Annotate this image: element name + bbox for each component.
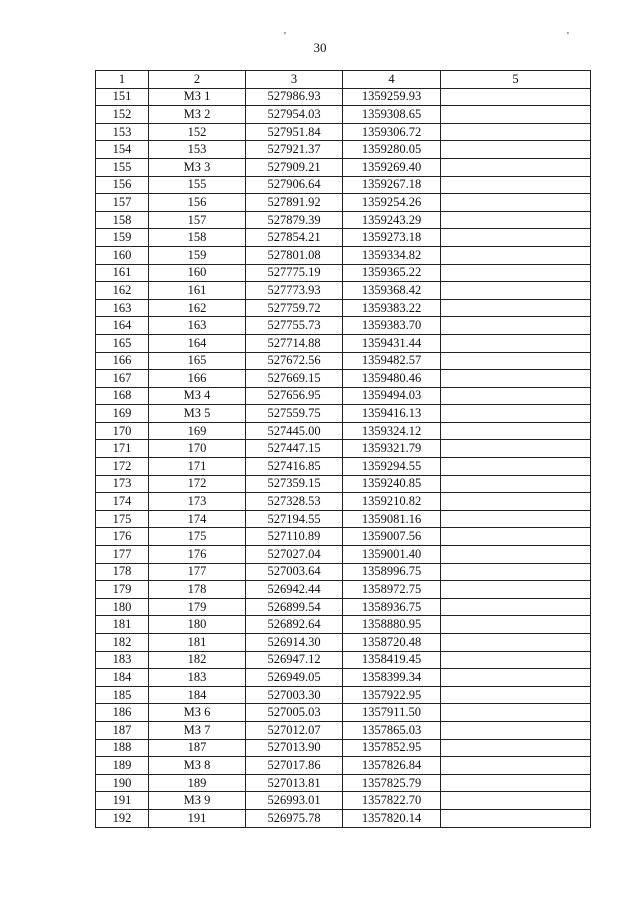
table-cell: 174 <box>96 493 149 511</box>
table-cell <box>441 528 591 546</box>
table-cell: 527909.21 <box>246 158 343 176</box>
table-cell: 187 <box>149 739 246 757</box>
table-cell: 1359321.79 <box>343 440 441 458</box>
table-cell: 1359210.82 <box>343 493 441 511</box>
table-cell <box>441 792 591 810</box>
table-cell: 171 <box>96 440 149 458</box>
table-cell <box>441 493 591 511</box>
table-row <box>96 581 591 599</box>
page-mark: ’ <box>283 30 287 42</box>
table-cell <box>441 282 591 300</box>
table-cell: 164 <box>96 317 149 335</box>
table-cell: 1359081.16 <box>343 510 441 528</box>
table-row <box>96 370 591 388</box>
table-cell: 527773.93 <box>246 282 343 300</box>
table-cell: МЗ 9 <box>149 792 246 810</box>
table-row <box>96 757 591 775</box>
table-row <box>96 422 591 440</box>
table-cell: 170 <box>96 422 149 440</box>
table-cell <box>441 405 591 423</box>
table-header-row <box>96 71 591 89</box>
table-cell: 177 <box>96 546 149 564</box>
table-cell: 527416.85 <box>246 458 343 476</box>
table-cell: 176 <box>149 546 246 564</box>
table-cell <box>441 757 591 775</box>
table-cell: 152 <box>149 123 246 141</box>
table-cell: 180 <box>96 598 149 616</box>
table-cell: 527891.92 <box>246 194 343 212</box>
table-row <box>96 334 591 352</box>
table-cell: 155 <box>149 176 246 194</box>
table-cell: 188 <box>96 739 149 757</box>
table-cell: МЗ 3 <box>149 158 246 176</box>
table-cell: 527003.64 <box>246 563 343 581</box>
table-cell: 1359334.82 <box>343 246 441 264</box>
table-cell: 527954.03 <box>246 106 343 124</box>
table-cell <box>441 352 591 370</box>
table-row <box>96 229 591 247</box>
table-cell <box>441 686 591 704</box>
table-cell: 527672.56 <box>246 352 343 370</box>
table-row <box>96 141 591 159</box>
table-cell: 1359494.03 <box>343 387 441 405</box>
table-cell <box>441 458 591 476</box>
table-cell: 160 <box>149 264 246 282</box>
table-row <box>96 458 591 476</box>
table-cell <box>441 809 591 827</box>
table-cell: 178 <box>149 581 246 599</box>
table-cell: 158 <box>149 229 246 247</box>
table-cell <box>441 651 591 669</box>
table-cell: 527013.90 <box>246 739 343 757</box>
table-cell: 169 <box>96 405 149 423</box>
table-row <box>96 387 591 405</box>
table-cell: 1359240.85 <box>343 475 441 493</box>
table-cell: 1359001.40 <box>343 546 441 564</box>
table-cell: 527003.30 <box>246 686 343 704</box>
table-cell: 1358720.48 <box>343 634 441 652</box>
table-cell: МЗ 6 <box>149 704 246 722</box>
table-cell <box>441 317 591 335</box>
table-cell: 1359324.12 <box>343 422 441 440</box>
table-cell: 527017.86 <box>246 757 343 775</box>
table-cell: 1359416.13 <box>343 405 441 423</box>
table-row <box>96 246 591 264</box>
table-cell: 151 <box>96 88 149 106</box>
table-cell: 526949.05 <box>246 669 343 687</box>
table-cell: 163 <box>149 317 246 335</box>
table-cell <box>441 739 591 757</box>
table-cell: 1358936.75 <box>343 598 441 616</box>
table-cell: 526993.01 <box>246 792 343 810</box>
table-cell: 189 <box>149 774 246 792</box>
column-header: 4 <box>343 71 441 89</box>
table-row <box>96 405 591 423</box>
table-row <box>96 598 591 616</box>
table-cell: 157 <box>149 211 246 229</box>
table-body <box>96 88 591 827</box>
table-cell: 527951.84 <box>246 123 343 141</box>
table-cell: 183 <box>96 651 149 669</box>
table-cell: 175 <box>149 528 246 546</box>
table-cell: 527879.39 <box>246 211 343 229</box>
table-cell: 174 <box>149 510 246 528</box>
table-cell: 159 <box>96 229 149 247</box>
table-cell: 527012.07 <box>246 721 343 739</box>
table-cell: 1358399.34 <box>343 669 441 687</box>
coordinates-table <box>95 70 591 828</box>
table-cell: 180 <box>149 616 246 634</box>
table-cell: 1359280.05 <box>343 141 441 159</box>
table-row <box>96 123 591 141</box>
table-cell: 186 <box>96 704 149 722</box>
table-cell: 1359259.93 <box>343 88 441 106</box>
table-cell <box>441 669 591 687</box>
table-cell: 164 <box>149 334 246 352</box>
table-cell: 183 <box>149 669 246 687</box>
table-cell: 1359482.57 <box>343 352 441 370</box>
table-cell: 175 <box>96 510 149 528</box>
table-cell <box>441 475 591 493</box>
table-cell: 162 <box>96 282 149 300</box>
table-cell: 526892.64 <box>246 616 343 634</box>
table-row <box>96 528 591 546</box>
table-row <box>96 510 591 528</box>
table-cell <box>441 422 591 440</box>
table-cell <box>441 211 591 229</box>
table-cell: МЗ 1 <box>149 88 246 106</box>
table-row <box>96 299 591 317</box>
table-cell: 158 <box>96 211 149 229</box>
table-cell: 187 <box>96 721 149 739</box>
table-cell: МЗ 8 <box>149 757 246 775</box>
table-cell: 526914.30 <box>246 634 343 652</box>
table-cell: 527775.19 <box>246 264 343 282</box>
table-cell: 165 <box>149 352 246 370</box>
table-cell: 1359007.56 <box>343 528 441 546</box>
table-cell: 527854.21 <box>246 229 343 247</box>
table-cell: МЗ 2 <box>149 106 246 124</box>
table-row <box>96 440 591 458</box>
column-header: 1 <box>96 71 149 89</box>
table-cell: 1358880.95 <box>343 616 441 634</box>
table-row <box>96 211 591 229</box>
table-cell: 1357822.70 <box>343 792 441 810</box>
table-cell <box>441 440 591 458</box>
column-header: 5 <box>441 71 591 89</box>
table-cell: 1358972.75 <box>343 581 441 599</box>
table-row <box>96 686 591 704</box>
table-row <box>96 634 591 652</box>
table-cell: 179 <box>96 581 149 599</box>
table-cell: 163 <box>96 299 149 317</box>
column-header: 3 <box>246 71 343 89</box>
table-cell <box>441 106 591 124</box>
table-cell: 1359273.18 <box>343 229 441 247</box>
table-cell: 190 <box>96 774 149 792</box>
table-cell <box>441 546 591 564</box>
table-cell <box>441 176 591 194</box>
table-cell: 1359368.42 <box>343 282 441 300</box>
table-cell: 154 <box>96 141 149 159</box>
table-row <box>96 194 591 212</box>
table-row <box>96 264 591 282</box>
table-cell: 1359269.40 <box>343 158 441 176</box>
table-row <box>96 493 591 511</box>
table-cell <box>441 194 591 212</box>
table-cell: 1357825.79 <box>343 774 441 792</box>
table-row <box>96 739 591 757</box>
table-cell: 527013.81 <box>246 774 343 792</box>
table-cell: 173 <box>96 475 149 493</box>
table-cell: 156 <box>96 176 149 194</box>
table-row <box>96 352 591 370</box>
table-row <box>96 669 591 687</box>
table-cell: 177 <box>149 563 246 581</box>
table-cell: 527906.64 <box>246 176 343 194</box>
table-cell: 527194.55 <box>246 510 343 528</box>
table-row <box>96 106 591 124</box>
table-cell <box>441 616 591 634</box>
table-cell: 1359365.22 <box>343 264 441 282</box>
table-cell: 191 <box>149 809 246 827</box>
table-cell: 526975.78 <box>246 809 343 827</box>
table-cell: 527759.72 <box>246 299 343 317</box>
table-cell: 192 <box>96 809 149 827</box>
table-cell: 527801.08 <box>246 246 343 264</box>
table-cell: 527027.04 <box>246 546 343 564</box>
table-cell <box>441 721 591 739</box>
table-cell: 170 <box>149 440 246 458</box>
table-row <box>96 176 591 194</box>
column-header: 2 <box>149 71 246 89</box>
page-number: 30 <box>313 40 327 55</box>
table-cell: 167 <box>96 370 149 388</box>
page-mark: ’ <box>566 30 570 42</box>
table-cell: 172 <box>96 458 149 476</box>
table-cell: 1358419.45 <box>343 651 441 669</box>
table-cell: 527986.93 <box>246 88 343 106</box>
table-cell <box>441 634 591 652</box>
table-row <box>96 774 591 792</box>
table-cell: 157 <box>96 194 149 212</box>
table-cell: МЗ 7 <box>149 721 246 739</box>
table-cell: 181 <box>96 616 149 634</box>
table-cell: 527755.73 <box>246 317 343 335</box>
table-row <box>96 563 591 581</box>
table-cell: 1359306.72 <box>343 123 441 141</box>
table-cell: 1359308.65 <box>343 106 441 124</box>
table-cell: 176 <box>96 528 149 546</box>
table-cell: 526942.44 <box>246 581 343 599</box>
table-row <box>96 158 591 176</box>
table-row <box>96 546 591 564</box>
table-cell: 156 <box>149 194 246 212</box>
table-row <box>96 792 591 810</box>
table-row <box>96 616 591 634</box>
table-row <box>96 475 591 493</box>
table-cell: 526899.54 <box>246 598 343 616</box>
table-row <box>96 317 591 335</box>
table-row <box>96 721 591 739</box>
table-cell: 527110.89 <box>246 528 343 546</box>
table-cell: 527445.00 <box>246 422 343 440</box>
table-cell: 1359254.26 <box>343 194 441 212</box>
table-row <box>96 809 591 827</box>
table-cell: 1359480.46 <box>343 370 441 388</box>
table-cell: 526947.12 <box>246 651 343 669</box>
table-cell: 527359.15 <box>246 475 343 493</box>
table-row <box>96 651 591 669</box>
table-cell: 162 <box>149 299 246 317</box>
table-cell: 1359243.29 <box>343 211 441 229</box>
table-cell: 161 <box>96 264 149 282</box>
table-cell <box>441 774 591 792</box>
table-cell <box>441 370 591 388</box>
table-cell: 527447.15 <box>246 440 343 458</box>
table-cell <box>441 387 591 405</box>
table-cell: 1359383.70 <box>343 317 441 335</box>
table-cell: 1358996.75 <box>343 563 441 581</box>
table-cell <box>441 229 591 247</box>
table-cell: 152 <box>96 106 149 124</box>
table-cell: 1359383.22 <box>343 299 441 317</box>
table-cell: 184 <box>96 669 149 687</box>
table-cell: 169 <box>149 422 246 440</box>
table-cell: 1357865.03 <box>343 721 441 739</box>
table-cell <box>441 246 591 264</box>
table-row <box>96 282 591 300</box>
table-cell: 527328.53 <box>246 493 343 511</box>
table-cell: 179 <box>149 598 246 616</box>
table-cell: 166 <box>149 370 246 388</box>
table-row <box>96 88 591 106</box>
table-row <box>96 704 591 722</box>
table-cell: 191 <box>96 792 149 810</box>
table-cell: 1359431.44 <box>343 334 441 352</box>
table-cell <box>441 264 591 282</box>
table-cell: 159 <box>149 246 246 264</box>
table-cell: 1357922.95 <box>343 686 441 704</box>
table-cell: 165 <box>96 334 149 352</box>
table-cell: 173 <box>149 493 246 511</box>
table-cell: 527559.75 <box>246 405 343 423</box>
table-cell: 527669.15 <box>246 370 343 388</box>
table-cell: 184 <box>149 686 246 704</box>
table-cell: 153 <box>96 123 149 141</box>
table-cell: 189 <box>96 757 149 775</box>
table-cell: 185 <box>96 686 149 704</box>
table-cell <box>441 123 591 141</box>
table-cell <box>441 510 591 528</box>
table-cell <box>441 581 591 599</box>
table-cell: 171 <box>149 458 246 476</box>
table-cell: 178 <box>96 563 149 581</box>
table-cell: 527005.03 <box>246 704 343 722</box>
table-cell <box>441 141 591 159</box>
table-cell <box>441 563 591 581</box>
table-cell <box>441 158 591 176</box>
table-cell: 1357911.50 <box>343 704 441 722</box>
table-cell: 172 <box>149 475 246 493</box>
table-cell: 153 <box>149 141 246 159</box>
table-cell: 527656.95 <box>246 387 343 405</box>
table-cell: 166 <box>96 352 149 370</box>
table-cell <box>441 334 591 352</box>
table-cell: 1359267.18 <box>343 176 441 194</box>
table-cell: 527921.37 <box>246 141 343 159</box>
table-cell <box>441 299 591 317</box>
table-cell <box>441 88 591 106</box>
table-cell: 181 <box>149 634 246 652</box>
table-cell: 527714.88 <box>246 334 343 352</box>
table-cell: 1357826.84 <box>343 757 441 775</box>
table-cell: МЗ 5 <box>149 405 246 423</box>
table-cell: 182 <box>96 634 149 652</box>
table-cell: 1357852.95 <box>343 739 441 757</box>
table-cell: 182 <box>149 651 246 669</box>
table-cell: 161 <box>149 282 246 300</box>
table-cell: 1359294.55 <box>343 458 441 476</box>
table-cell: 168 <box>96 387 149 405</box>
table-cell: 1357820.14 <box>343 809 441 827</box>
table-cell: МЗ 4 <box>149 387 246 405</box>
table-cell <box>441 598 591 616</box>
table-cell <box>441 704 591 722</box>
table-cell: 155 <box>96 158 149 176</box>
table-cell: 160 <box>96 246 149 264</box>
